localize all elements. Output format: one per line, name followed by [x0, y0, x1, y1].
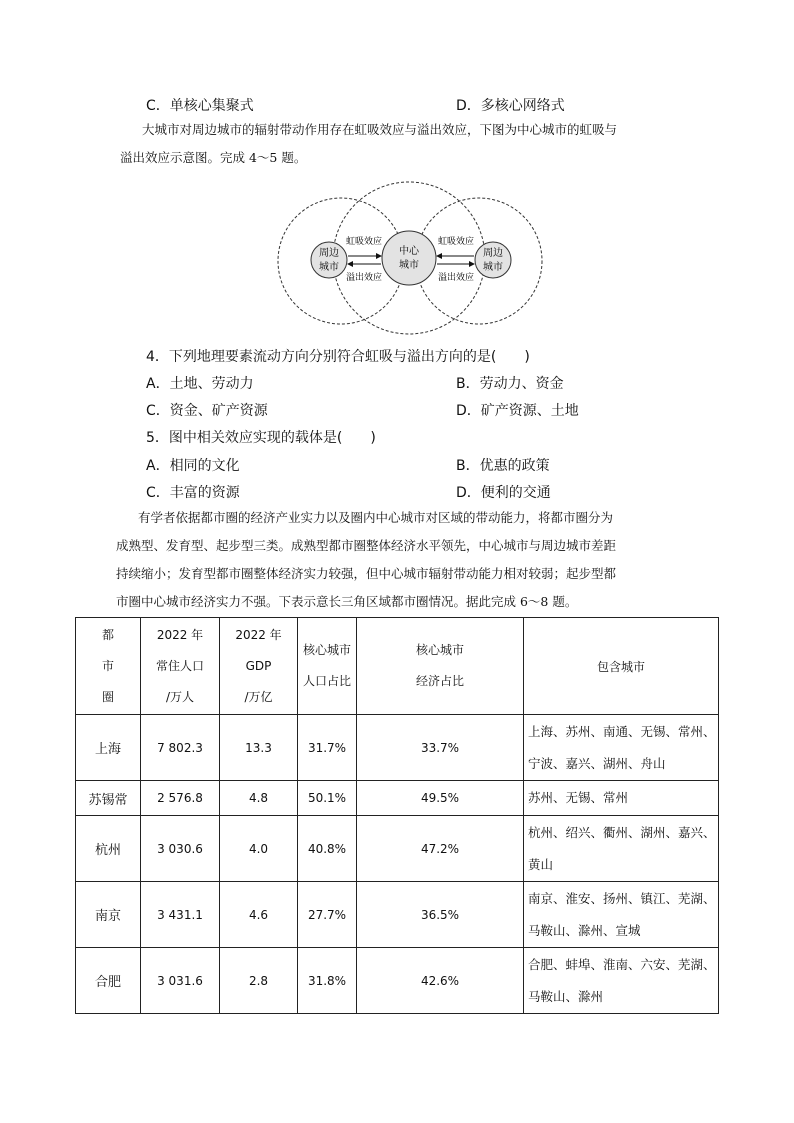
- table-row: [76, 781, 719, 816]
- population: 2 576.8: [141, 781, 220, 816]
- center-city-circle: [382, 231, 436, 285]
- gdp: 4.8: [220, 781, 298, 816]
- header-gdp-1: 2022 年: [235, 627, 282, 642]
- header-population: [141, 618, 220, 715]
- siphon-spill-diagram: [270, 178, 550, 338]
- gdp: 4.0: [220, 816, 298, 882]
- table-header-row: [76, 618, 719, 715]
- header-metro-2: 市: [101, 658, 114, 673]
- header-core-pop-share: [298, 618, 357, 715]
- core-econ-share: 33.7%: [357, 715, 524, 781]
- table-row: [76, 948, 719, 1014]
- metro-name: 合肥: [76, 948, 141, 1014]
- q5-stem: 5．图中相关效应实现的载体是( ): [146, 430, 376, 446]
- population: 3 431.1: [141, 882, 220, 948]
- core-econ-share: 42.6%: [357, 948, 524, 1014]
- q3-option-d: D．多核心网络式: [456, 98, 565, 114]
- right-siphon-label: 虹吸效应: [437, 237, 475, 247]
- q4-option-c[interactable]: C．资金、矿产资源: [146, 403, 268, 419]
- header-metro-1: 都: [101, 627, 114, 642]
- q4-option-b[interactable]: B．劳动力、资金: [456, 376, 564, 392]
- left-city-label-2: 城市: [319, 262, 339, 273]
- header-gdp-3: /万亿: [244, 689, 273, 704]
- table-row: [76, 882, 719, 948]
- center-city-label-1: 中心: [399, 246, 419, 257]
- metro-name: 杭州: [76, 816, 141, 882]
- center-city-label-2: 城市: [399, 260, 419, 271]
- header-core-econ-share: [357, 618, 524, 715]
- left-spill-label: 溢出效应: [345, 273, 383, 283]
- gdp: 4.6: [220, 882, 298, 948]
- core-pop-share: 40.8%: [298, 816, 357, 882]
- q5-option-d[interactable]: D．便利的交通: [456, 485, 551, 501]
- core-pop-share: 31.8%: [298, 948, 357, 1014]
- core-pop-share: 31.7%: [298, 715, 357, 781]
- included-cities: 苏州、无锡、常州: [524, 781, 719, 816]
- core-econ-share: 36.5%: [357, 882, 524, 948]
- included-cities: 杭州、绍兴、衢州、湖州、嘉兴、黄山: [524, 816, 719, 882]
- population: 7 802.3: [141, 715, 220, 781]
- intro2-line1: 有学者依据都市圈的经济产业实力以及圈内中心城市对区域的带动能力，将都市圈分为: [138, 510, 614, 525]
- intro2-line4: 市圈中心城市经济实力不强。下表示意长三角区域都市圈情况。据此完成 6～8 题。: [116, 594, 578, 609]
- header-core-pop-share-2: 人口占比: [302, 674, 351, 688]
- q4-stem: 4．下列地理要素流动方向分别符合虹吸与溢出方向的是( ): [146, 349, 530, 365]
- right-spill-label: 溢出效应: [437, 273, 475, 283]
- population: 3 031.6: [141, 948, 220, 1014]
- gdp: 13.3: [220, 715, 298, 781]
- intro2-line2: 成熟型、发育型、起步型三类。成熟型都市圈整体经济水平领先，中心城市与周边城市差距: [116, 538, 617, 553]
- core-econ-share: 49.5%: [357, 781, 524, 816]
- header-population-2: 常住人口: [155, 658, 204, 673]
- left-city-label-1: 周边: [319, 248, 339, 259]
- q5-option-c[interactable]: C．丰富的资源: [146, 485, 240, 501]
- intro1-line2: 溢出效应示意图。完成 4～5 题。: [120, 150, 307, 165]
- left-siphon-label: 虹吸效应: [345, 237, 383, 247]
- header-included-cities: 包含城市: [524, 618, 719, 715]
- header-core-pop-share-1: 核心城市: [302, 643, 351, 657]
- population: 3 030.6: [141, 816, 220, 882]
- core-pop-share: 50.1%: [298, 781, 357, 816]
- header-core-econ-share-2: 经济占比: [415, 674, 464, 688]
- header-metro-3: 圈: [101, 689, 114, 704]
- intro-paragraph-1: [120, 116, 680, 172]
- metro-name: 苏锡常: [76, 781, 141, 816]
- right-city-label-2: 城市: [483, 262, 503, 273]
- header-core-econ-share-1: 核心城市: [415, 643, 464, 657]
- q4-option-d[interactable]: D．矿产资源、土地: [456, 403, 579, 419]
- metro-name: 南京: [76, 882, 141, 948]
- core-pop-share: 27.7%: [298, 882, 357, 948]
- intro-paragraph-2: [116, 504, 682, 616]
- included-cities: 合肥、蚌埠、淮南、六安、芜湖、马鞍山、滁州: [524, 948, 719, 1014]
- core-econ-share: 47.2%: [357, 816, 524, 882]
- right-city-label-1: 周边: [483, 248, 503, 259]
- header-population-1: 2022 年: [156, 627, 204, 642]
- header-gdp: [220, 618, 298, 715]
- q4-option-a[interactable]: A．土地、劳动力: [146, 376, 254, 392]
- gdp: 2.8: [220, 948, 298, 1014]
- table-row: [76, 715, 719, 781]
- q5-option-b[interactable]: B．优惠的政策: [456, 458, 550, 474]
- intro1-line1: 大城市对周边城市的辐射带动作用存在虹吸效应与溢出效应，下图为中心城市的虹吸与: [142, 122, 618, 137]
- header-gdp-2: GDP: [245, 658, 272, 673]
- q5-option-a[interactable]: A．相同的文化: [146, 458, 240, 474]
- included-cities: 上海、苏州、南通、无锡、常州、宁波、嘉兴、湖州、舟山: [524, 715, 719, 781]
- q3-option-c: C．单核心集聚式: [146, 98, 254, 114]
- intro2-line3: 持续缩小；发育型都市圈整体经济实力较强，但中心城市辐射带动能力相对较弱；起步型都: [116, 566, 617, 581]
- table-row: [76, 816, 719, 882]
- metro-area-table: [75, 617, 719, 1014]
- header-metro: [76, 618, 141, 715]
- metro-name: 上海: [76, 715, 141, 781]
- included-cities: 南京、淮安、扬州、镇江、芜湖、马鞍山、滁州、宣城: [524, 882, 719, 948]
- header-population-3: /万人: [165, 689, 195, 704]
